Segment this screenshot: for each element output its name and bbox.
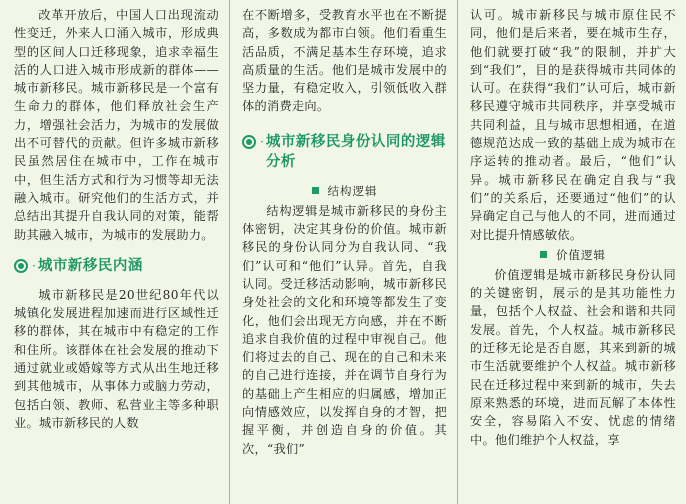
subheading — [470, 246, 676, 264]
section-heading-text: 城市新移民身份认同的逻辑分析 — [265, 133, 446, 170]
section-heading-text: 城市新移民内涵 — [37, 257, 143, 274]
square-bullet-icon — [312, 187, 319, 194]
subheading-text: 结构逻辑 — [327, 183, 378, 198]
dot-separator-icon: · — [32, 258, 36, 273]
subheading-text: 价值逻辑 — [556, 247, 606, 262]
circle-bullet-icon — [242, 135, 256, 149]
paragraph: 认可。城市新移民与城市原住民不同，他们是后来者，要在城市生存，他们就要打破“我”的限制，并扩大到“我们”，目的是获得城市共同体的认可。在获得“我们”认可后，城市新移民遵守城市共同秩序，并享受城市共同利益，且与城市思想相通，在道德规范达成一致的基础上成为城市在序运转的推动者。最后，“他们”认异。城市新移民在确定自我与“我们”的关系后，还要通过“他们”的认异确定自己与他人的不同，进而通过对比提升情感敏依。 — [470, 8, 676, 242]
dot-separator-icon: · — [260, 134, 264, 149]
circle-bullet-icon — [14, 259, 28, 273]
column-3 — [457, 0, 686, 504]
column-1 — [0, 0, 229, 504]
square-bullet-icon — [540, 251, 547, 258]
paragraph: 改革开放后，中国人口出现流动性变迁，外来人口涌入城市，形成典型的区间人口迁移现象，追求幸福生活的人口进入城市形成新的群体——城市新移民。城市新移民是一个富有生命力的群体，他们释放社会生产力，增强社会活力，为城市的发展做出不可替代的贡献。但许多城市新移民虽然居住在城市中，工作在城市中，但生活方式和行为习惯等却无法融入城市。研究他们的生活方式，并总结出其提升自我认同的对策，能帮助其融入城市，为城市的发展助力。 — [14, 8, 219, 242]
paragraph: 结构逻辑是城市新移民的身份主体密钥，决定其身份的价值。城市新移民的身份认同分为自我认同、“我们”认可和“他们”认异。首先，自我认同。受迁移活动影响，城市新移民身处社会的文化和环境等都发生了变化，他们会出现无方向感，并在不断追求自我价值的过程中审视自己。他们将过去的自己、现在的自己和未来的自己进行连接，并在调节自身行为的基础上产生相应的归属感，增加正向情感效应，以发挥自身的才智，把握平衡，并创造自身的价值。其次，“我们” — [242, 203, 447, 456]
paragraph: 在不断增多，受教育水平也在不断提高，多数成为都市白领。他们看重生活品质，不满足基本生存环境，追求高质量的生活。他们是城市发展中的坚力量，有稳定收入，引领低收入群体的消费走向。 — [242, 8, 447, 114]
subheading — [242, 182, 447, 200]
column-2 — [229, 0, 457, 504]
paragraph: 价值逻辑是城市新移民身份认同的关键密钥，展示的是其功能性力量，包括个人权益、社会和谐和共同发展。首先，个人权益。城市新移民的迁移无论是否自愿，其来到新的城市生活就要维护个人权益。城市新移民在迁移过程中来到新的城市，失去原来熟悉的环境，进而瓦解了本体性安全，容易陷入不安、忧虑的情绪中。他们维护个人权益，享 — [470, 267, 676, 447]
section-heading — [242, 132, 447, 172]
section-heading — [14, 256, 219, 276]
paragraph: 城市新移民是20世纪80年代以城镇化发展进程加速而进行区域性迁移的群体，其在城市中有稳定的工作和住所。该群体在社会发展的推动下通过就业或婚嫁等方式从出生地迁移到其他城市，从事体力或脑力劳动，包括白领、教师、私营业主等多种职业。城市新移民的人数 — [14, 287, 219, 430]
